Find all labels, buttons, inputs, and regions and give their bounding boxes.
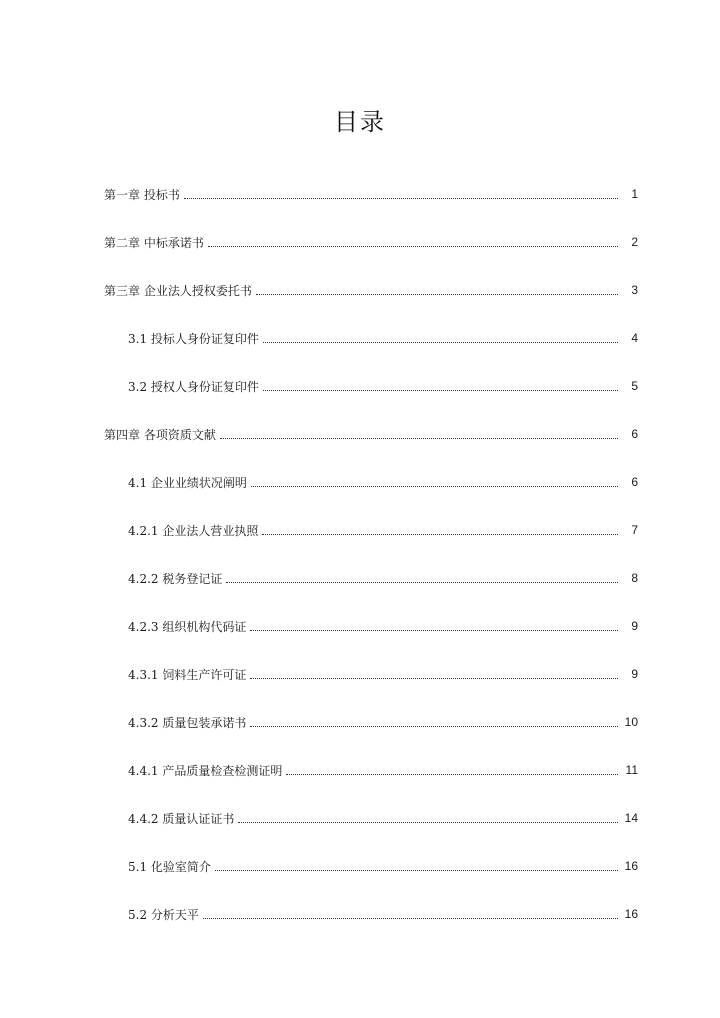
toc-dot-leader: [226, 581, 618, 583]
toc-entry[interactable]: [104, 182, 638, 206]
toc-entry-label: 4.2.2 税务登记证: [128, 571, 223, 586]
toc-entry[interactable]: [128, 374, 638, 398]
toc-entry-label: 第一章 投标书: [104, 187, 180, 202]
toc-entry[interactable]: [128, 854, 638, 878]
toc-entry[interactable]: [128, 710, 638, 734]
toc-entry-label: 第三章 企业法人授权委托书: [104, 283, 252, 298]
toc-dot-leader: [250, 629, 618, 631]
toc-entry-page: 1: [631, 187, 638, 201]
toc-entry-page: 6: [631, 427, 638, 441]
toc-entry-label: 4.2.1 企业法人营业执照: [128, 523, 259, 538]
toc-entry[interactable]: [128, 614, 638, 638]
toc-entry-label: 3.2 授权人身份证复印件: [128, 379, 259, 394]
toc-entry-page: 7: [631, 523, 638, 537]
toc-entry-page: 4: [631, 331, 638, 345]
toc-dot-leader: [286, 773, 618, 775]
toc-entry-page: 16: [624, 907, 638, 921]
toc-entry-label: 4.1 企业业绩状况阐明: [128, 475, 247, 490]
toc-entry-page: 3: [631, 283, 638, 297]
toc-entry[interactable]: [128, 758, 638, 782]
page-title: 目录: [334, 108, 386, 136]
toc-entry-label: 第二章 中标承诺书: [104, 235, 204, 250]
toc-entry-label: 5.2 分析天平: [128, 907, 199, 922]
toc-entry[interactable]: [128, 470, 638, 494]
toc-entry-label: 4.3.1 饲料生产许可证: [128, 667, 247, 682]
toc-entry-label: 4.3.2 质量包装承诺书: [128, 715, 247, 730]
toc-dot-leader: [203, 917, 618, 919]
toc-entry[interactable]: [128, 326, 638, 350]
toc-entry-page: 10: [624, 715, 638, 729]
toc-dot-leader: [256, 293, 618, 295]
toc-dot-leader: [238, 821, 618, 823]
toc-entry[interactable]: [128, 662, 638, 686]
toc-entry-page: 6: [631, 475, 638, 489]
toc-dot-leader: [220, 437, 618, 439]
toc-entry-page: 11: [625, 763, 638, 777]
toc-entry-label: 4.2.3 组织机构代码证: [128, 619, 247, 634]
toc-entry-label: 4.4.1 产品质量检查检测证明: [128, 763, 283, 778]
toc-entry[interactable]: [128, 566, 638, 590]
toc-entry-page: 9: [631, 619, 638, 633]
toc-dot-leader: [215, 869, 618, 871]
toc-entry[interactable]: [128, 902, 638, 926]
toc-entry-label: 4.4.2 质量认证证书: [128, 811, 235, 826]
toc-entry[interactable]: [104, 422, 638, 446]
toc-entry-page: 9: [631, 667, 638, 681]
toc-entry[interactable]: [104, 278, 638, 302]
toc-dot-leader: [263, 341, 618, 343]
toc-entry-page: 2: [631, 235, 638, 249]
toc-entry-page: 14: [624, 811, 638, 825]
toc-entry[interactable]: [128, 806, 638, 830]
toc-entry-page: 8: [631, 571, 638, 585]
toc-dot-leader: [251, 485, 618, 487]
toc-dot-leader: [263, 389, 618, 391]
toc-entry[interactable]: [104, 230, 638, 254]
toc-dot-leader: [208, 245, 618, 247]
toc-dot-leader: [250, 725, 618, 727]
toc-entry-page: 5: [631, 379, 638, 393]
toc-entry-label: 5.1 化验室简介: [128, 859, 211, 874]
toc-entry-label: 3.1 投标人身份证复印件: [128, 331, 259, 346]
toc-dot-leader: [262, 533, 618, 535]
toc-dot-leader: [250, 677, 618, 679]
toc-entry-label: 第四章 各项资质文献: [104, 427, 216, 442]
toc-entry-page: 16: [624, 859, 638, 873]
toc-entry[interactable]: [128, 518, 638, 542]
toc-dot-leader: [184, 197, 618, 199]
